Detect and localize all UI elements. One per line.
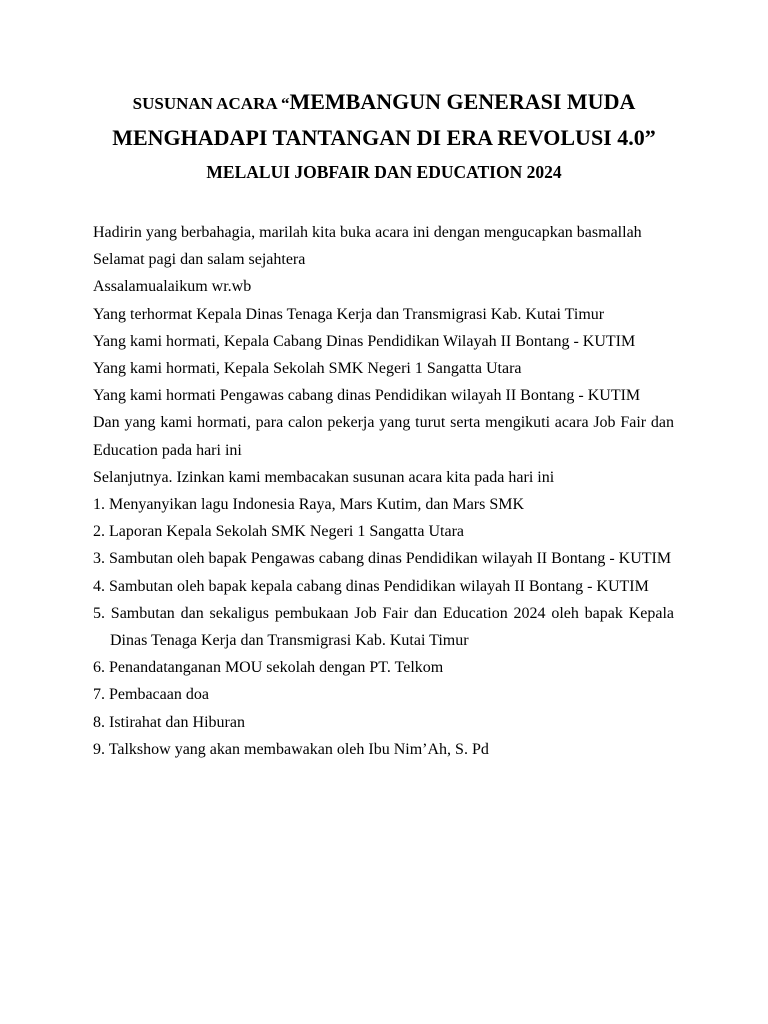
agenda-item: 4. Sambutan oleh bapak kepala cabang dinas Pendidikan wilayah II Bontang - KUTIM (93, 577, 649, 595)
agenda-item: 9. Talkshow yang akan membawakan oleh Ibu Nim’Ah, S. Pd (93, 740, 489, 758)
title-line-1-rest: MEMBANGUN GENERASI MUDA (289, 89, 636, 114)
paragraph-honor-pengawas: Yang kami hormati Pengawas cabang dinas Pendidikan wilayah II Bontang - KUTIM (93, 387, 641, 405)
agenda-item: 6. Penandatanganan MOU sekolah dengan PT. Telkom (93, 659, 444, 677)
paragraph-honor-kacab: Yang kami hormati, Kepala Cabang Dinas Pendidikan Wilayah II Bontang - KUTIM (93, 332, 636, 350)
paragraph-greeting: Selamat pagi dan salam sejahtera (93, 251, 306, 269)
document-title-line-2: MENGHADAPI TANTANGAN DI ERA REVOLUSI 4.0” (112, 125, 656, 150)
paragraph-honor-kadis: Yang terhormat Kepala Dinas Tenaga Kerja dan Transmigrasi Kab. Kutai Timur (93, 305, 605, 323)
document-title-line-1 (0, 88, 768, 118)
document-subtitle: MELALUI JOBFAIR DAN EDUCATION 2024 (206, 162, 562, 182)
title-prefix: SUSUNAN ACARA “ (132, 94, 290, 113)
paragraph-transition: Selanjutnya. Izinkan kami membacakan susunan acara kita pada hari ini (93, 468, 555, 486)
agenda-item: 2. Laporan Kepala Sekolah SMK Negeri 1 Sangatta Utara (93, 523, 464, 541)
agenda-item: 1. Menyanyikan lagu Indonesia Raya, Mars Kutim, dan Mars SMK (93, 496, 525, 514)
paragraph-opening: Hadirin yang berbahagia, marilah kita buka acara ini dengan mengucapkan basmallah (93, 224, 642, 241)
document-body (93, 219, 674, 763)
agenda-item: 7. Pembacaan doa (93, 686, 209, 704)
agenda-item: 8. Istirahat dan Hiburan (93, 713, 245, 731)
agenda-item: 5. Sambutan dan sekaligus pembukaan Job Fair dan Education 2024 oleh bapak Kepala Dinas Tenaga Kerja dan Transmigrasi Kab. Kutai Timur (93, 604, 674, 650)
paragraph-salam: Assalamualaikum wr.wb (93, 278, 252, 296)
paragraph-honor-kepsek: Yang kami hormati, Kepala Sekolah SMK Negeri 1 Sangatta Utara (93, 360, 522, 378)
paragraph-honor-participants: Dan yang kami hormati, para calon pekerja yang turut serta mengikuti acara Job Fair dan Education pada hari ini (93, 414, 674, 459)
agenda-item: 3. Sambutan oleh bapak Pengawas cabang dinas Pendidikan wilayah II Bontang - KUTIM (93, 550, 672, 568)
